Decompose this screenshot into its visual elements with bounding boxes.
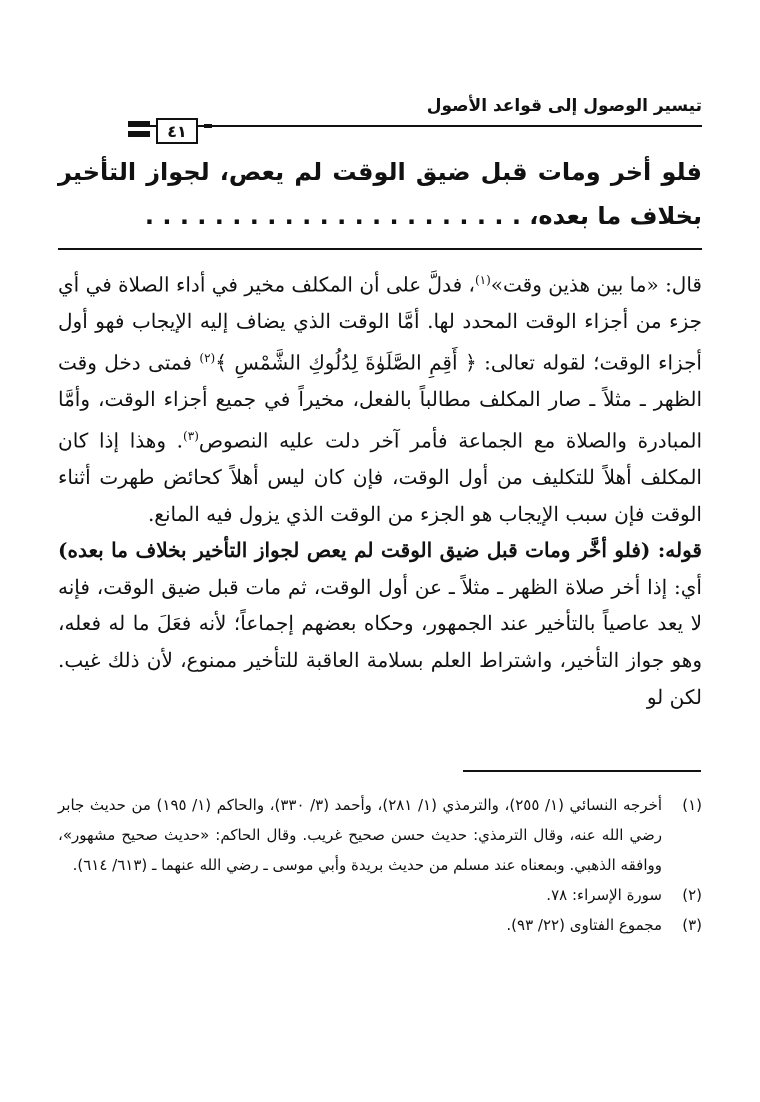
header-ornament-bar (128, 121, 150, 127)
footnote-separator (463, 770, 701, 772)
matn-text: فلو أخر ومات قبل ضيق الوقت لم يعص، لجواز التأخير بخلاف ما بعده، . . . . . . . . . . . . . . . . . . . . . . (58, 158, 702, 230)
header-ornament-bar (204, 124, 212, 128)
footnote-ref: (٣) (183, 428, 199, 443)
header-ornament-bar (128, 131, 150, 137)
commentary (58, 262, 702, 715)
footnote-number: (٢) (682, 886, 702, 904)
footnote-number: (١) (682, 796, 702, 814)
commentary-paragraph (58, 262, 702, 532)
footnote-ref: (٢) (199, 350, 216, 365)
running-title: تيسير الوصول إلى قواعد الأصول (426, 96, 702, 116)
commentary-paragraph (58, 532, 702, 715)
quoted-matn: قوله: (فلو أخَّر ومات قبل ضيق الوقت لم يعص لجواز التأخير بخلاف ما بعده) (58, 538, 702, 563)
commentary-text: أي: إذا أخر صلاة الظهر ـ مثلاً ـ عن أول الوقت، ثم مات قبل ضيق الوقت، فإنه لا يعد عاصياً بالتأخير عند الجمهور، وحكاه بعضهم إجماعاً؛ لأنه فعَلَ ما له فعله، وهو جواز التأخير، واشتراط العلم بسلامة العاقبة للتأخير ممنوع، لأن ذلك غيب. لكن لو (58, 574, 703, 709)
commentary-text: . وهذا إذا كان المكلف أهلاً للتكليف من أول الوقت، فإن كان ليس أهلاً كحائض طهرت أثناء الوقت فإن سبب الإيجاب هو الجزء من الوقت الذي يزول فيه المانع. (58, 428, 702, 526)
footnote-text: مجموع الفتاوى (٢٢/ ٩٣). (506, 916, 662, 934)
footnote-text: أخرجه النسائي (١/ ٢٥٥)، والترمذي (١/ ٢٨١)، وأحمد (٣/ ٣٣٠)، والحاكم (١/ ١٩٥) من حديث جابر رضي الله عنه، وقال الترمذي: حديث حسن صحيح غريب. وقال الحاكم: «حديث صحيح مشهور»، ووافقه الذهبي. وبمعناه عند مسلم من حديث بريدة وأبي موسى ـ رضي الله عنهما ـ (٦١٣/ ٦١٤). (58, 796, 663, 874)
page-number: ٤١ (156, 118, 198, 144)
footnotes (58, 790, 702, 940)
commentary-text: ، فدلَّ على أن المكلف مخير في أداء الصلاة في أي جزء من أجزاء الوقت المحدد لها. أمَّا الوقت الذي يضاف إليه الإيجاب فهو أول أجزاء الوقت؛ لقوله تعالى: ﴿ أَقِمِ الصَّلَوٰةَ لِدُلُوكِ الشَّمْسِ ﴾ (58, 272, 702, 375)
commentary-text: قال: «ما بين هذين وقت» (490, 272, 702, 297)
header-rule (130, 125, 702, 127)
footnote-number: (٣) (682, 916, 702, 934)
footnote-ref: (١) (474, 273, 491, 287)
footnote (58, 790, 702, 880)
matn-separator (58, 248, 702, 250)
footnote (58, 880, 702, 910)
footnote-text: سورة الإسراء: ٧٨. (546, 886, 662, 904)
footnote (58, 910, 702, 940)
commentary-text: فمتى دخل وقت الظهر ـ مثلاً ـ صار المكلف مطالباً بالفعل، مخيراً في جميع أجزاء الوقت، وأمَّا المبادرة والصلاة مع الجماعة فأمر آخر دلت عليه النصوص (58, 350, 703, 453)
